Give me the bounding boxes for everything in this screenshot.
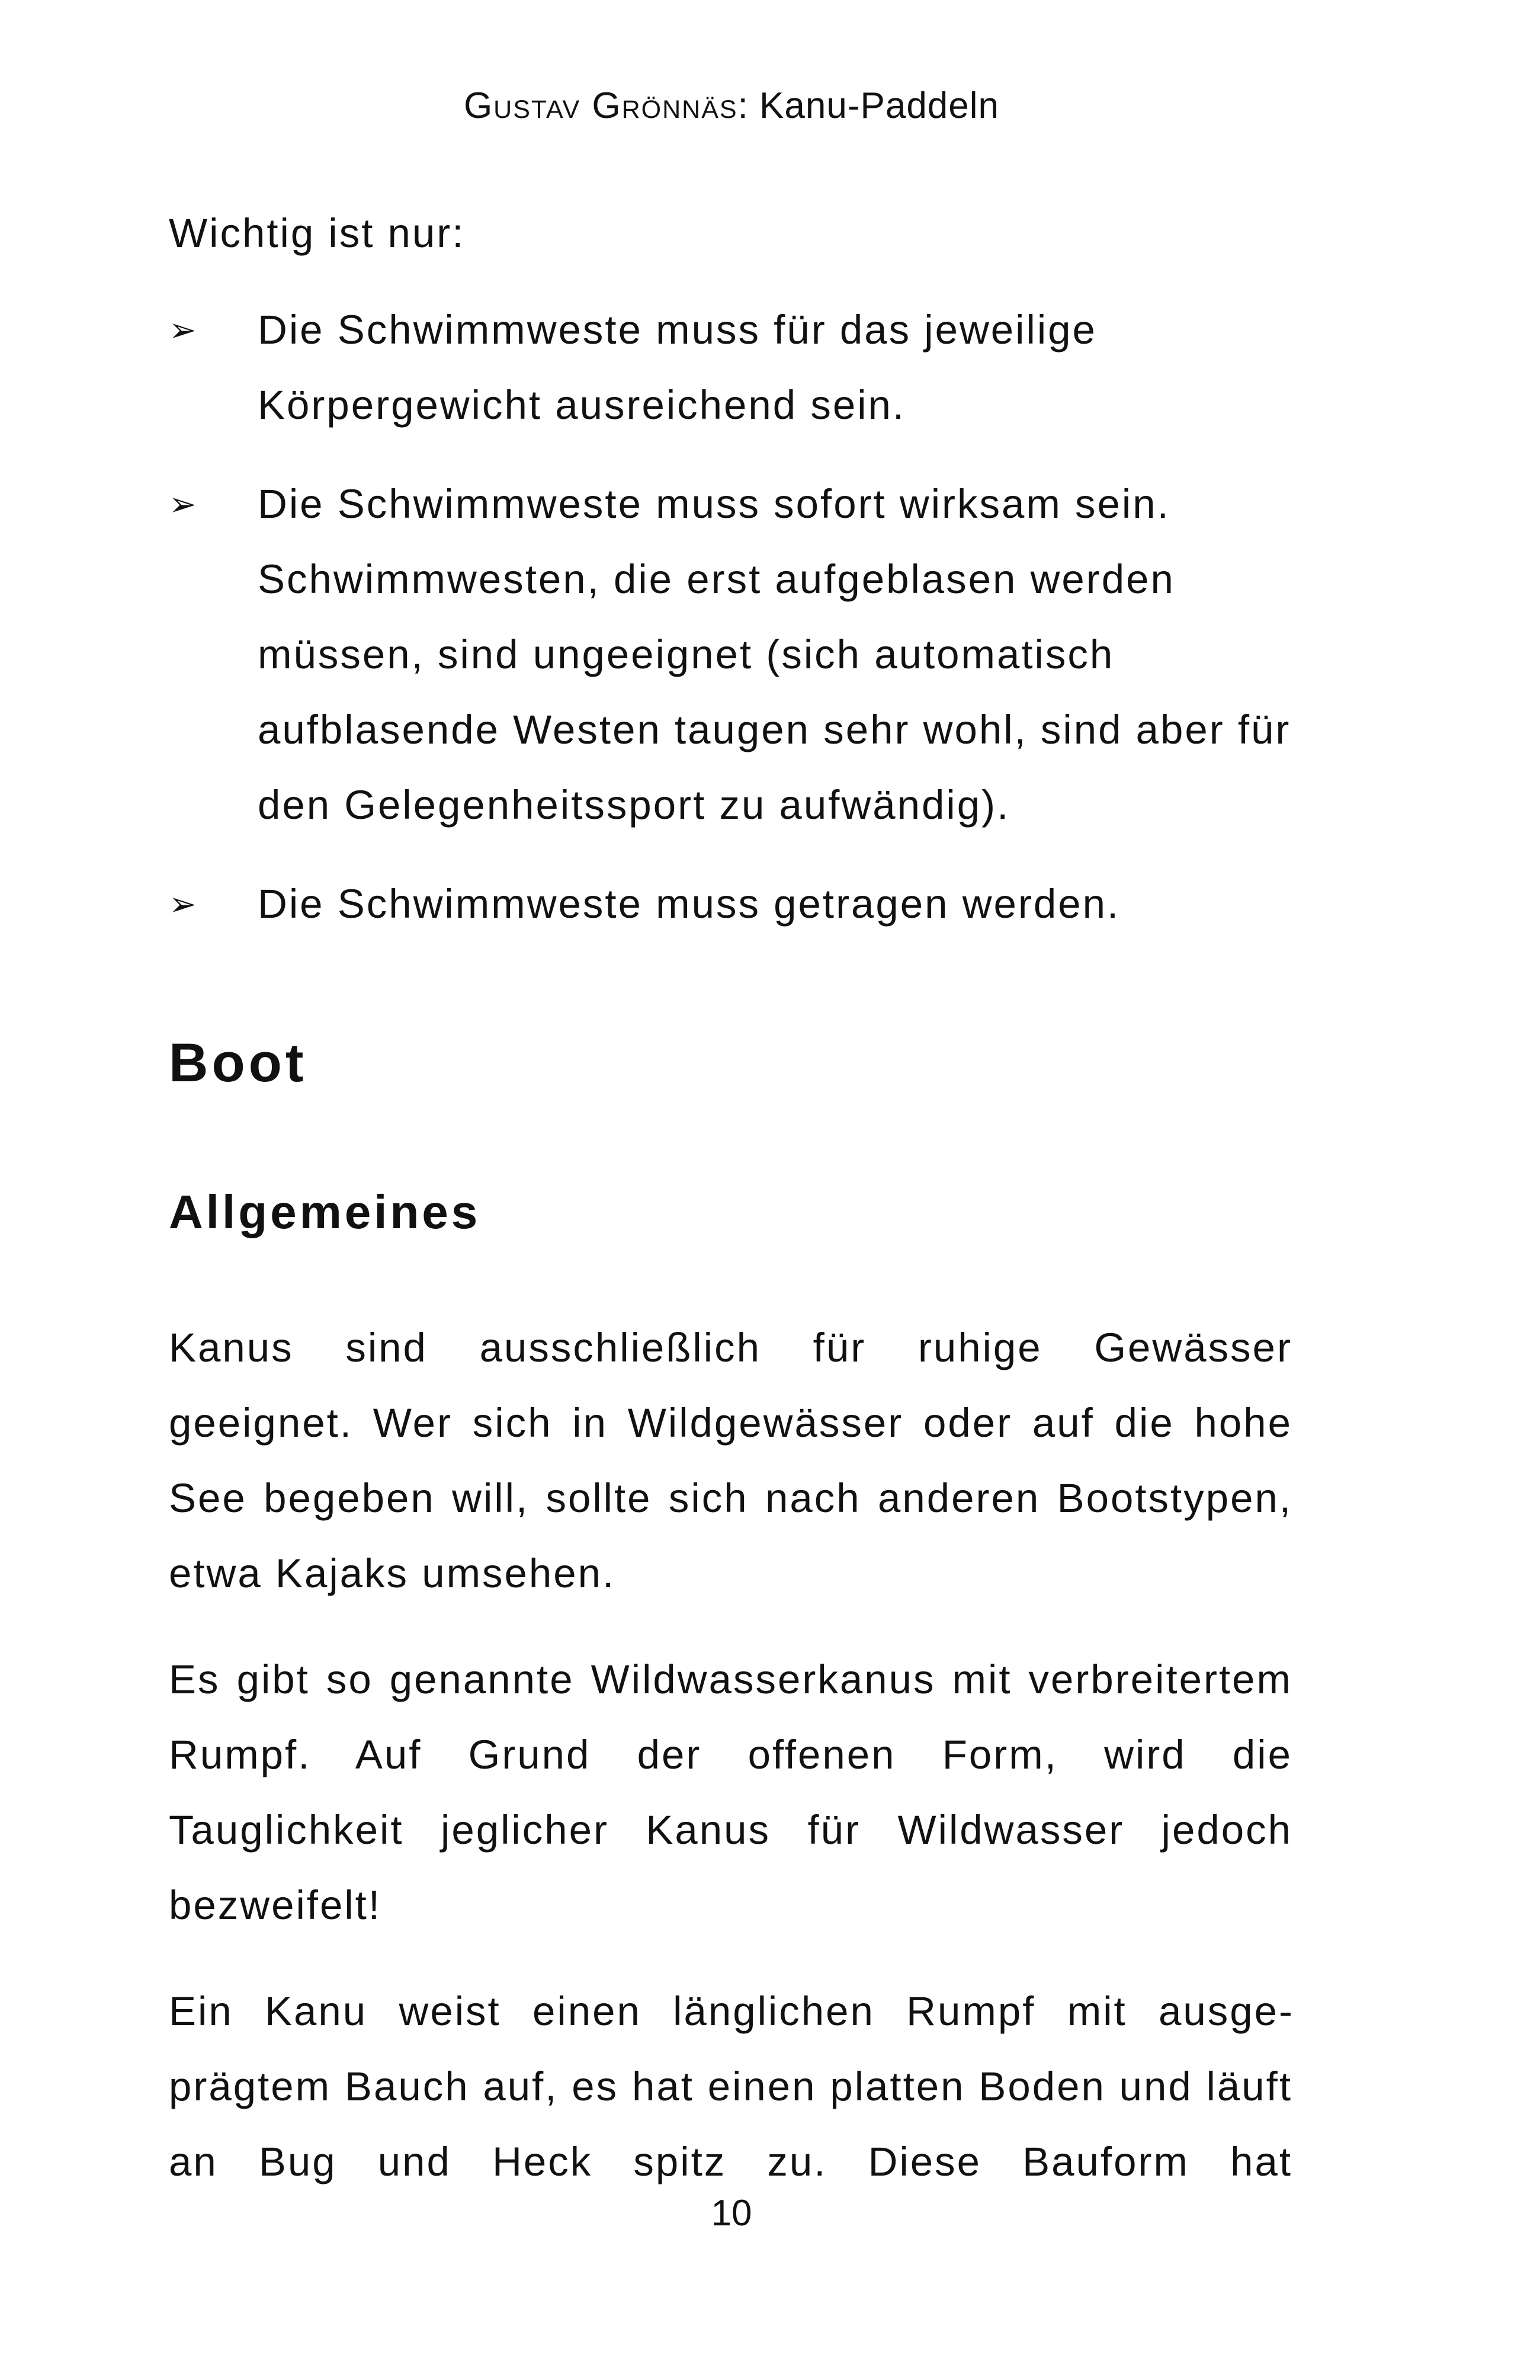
running-header [0,85,1463,127]
section-heading: Boot [169,1033,307,1093]
arrow-bullet-icon: ➢ [169,885,198,922]
arrow-bullet-icon: ➢ [169,485,198,523]
body-paragraph: Ein Kanu weist einen länglichen Rumpf mit ausgeprägtem Bauch auf, es hat einen platten Boden und läuft an Bug und Heck spitz zu. Diese Bauform hat [169,1988,1292,2184]
list-item [169,866,1292,941]
body-paragraph: Kanus sind ausschließlich für ruhige Gewässer geeignet. Wer sich in Wildgewässer oder auf die hohe See begeben will, sollte sich nach anderen Bootstypen, etwa Kajaks umsehen. [169,1325,1292,1596]
body-paragraph: Es gibt so genannte Wildwasserkanus mit verbreitertem Rumpf. Auf Grund der offenen Form, wird die Tauglichkeit jeglicher Kanus für Wildwasser jedoch bezweifelt! [169,1657,1292,1928]
header-title: Kanu-Paddeln [759,85,1000,126]
list-item [169,466,1292,843]
page-number: 10 [711,2193,752,2234]
header-author: Gustav Grönnäs [463,85,738,126]
subsection-heading: Allgemeines [169,1186,481,1238]
intro-text: Wichtig ist nur: [169,210,466,256]
list-item-text: Die Schwimmweste muss für das jeweilige Körpergewicht ausreichend sein. [258,307,1097,428]
header-separator: : [737,85,749,126]
list-item-text: Die Schwimmweste muss sofort wirksam sein. Schwimmwesten, die erst aufgeblasen werden müssen, sind ungeeignet (sich automatisch aufblasende Westen taugen sehr wohl, sind aber für den Gelegenheitssport zu aufwändig). [258,481,1291,828]
list-item [169,292,1292,443]
page-body [169,196,1292,2199]
list-item-text: Die Schwimmweste muss getragen werden. [258,881,1121,927]
arrow-bullet-icon: ➢ [169,311,198,348]
bullet-list [169,292,1292,941]
